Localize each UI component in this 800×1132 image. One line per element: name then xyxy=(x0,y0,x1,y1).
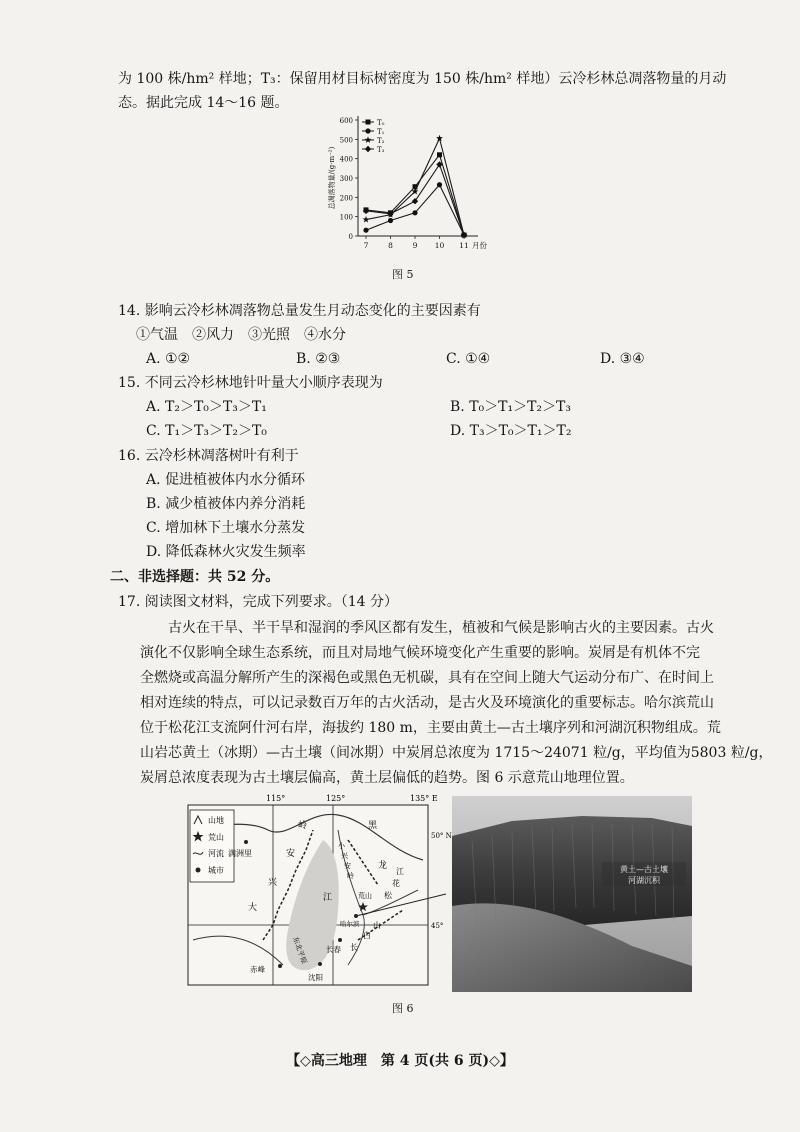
q14-stem: 14. 影响云冷杉林凋落物总量发生月动态变化的主要因素有 xyxy=(118,303,481,319)
x-tick-label: 7 xyxy=(363,241,369,250)
legend-label-0: T₀ xyxy=(377,119,385,127)
series-1-point xyxy=(388,218,393,223)
q17-line-5: 位于松花江支流阿什河右岸，海拔约 180 m，主要由黄土—古土壤序列和河湖沉积物组成。荒 xyxy=(140,720,721,736)
q16-option-b: B. 减少植被体内养分消耗 xyxy=(146,496,306,512)
q16-option-c: C. 增加林下土壤水分蒸发 xyxy=(146,520,306,536)
section-2-heading: 二、非选择题：共 52 分。 xyxy=(110,569,280,585)
city-manzhouli xyxy=(244,840,248,844)
x-tick-label: 9 xyxy=(412,241,418,250)
q15-stem: 15. 不同云冷杉林地针叶量大小顺序表现为 xyxy=(118,375,383,391)
label-an-1: 安 xyxy=(286,849,296,859)
y-tick-label: 300 xyxy=(339,175,353,183)
label-jiang-2: 江 xyxy=(396,867,404,876)
q14-option-a: A. ①② xyxy=(146,351,191,367)
city-chifeng xyxy=(278,964,282,968)
city-shenyang xyxy=(318,962,322,966)
series-3-point xyxy=(412,198,418,204)
label-an-2: 安 xyxy=(344,862,351,870)
lon-label-125: 125° xyxy=(326,794,346,803)
label-hei: 黑 xyxy=(368,821,378,831)
y-tick-label: 100 xyxy=(339,213,353,222)
lat-label-50: 50° N xyxy=(431,832,452,840)
legend-marker-2 xyxy=(365,136,372,143)
label-long: 龙 xyxy=(378,861,388,871)
label-chang: 长 xyxy=(350,943,358,952)
label-northeast-plain: 东北平原 xyxy=(291,935,309,965)
y-tick-label: 400 xyxy=(339,155,353,164)
series-1-point xyxy=(363,228,368,233)
huangshan-photo xyxy=(452,796,692,992)
q14-option-b: B. ②③ xyxy=(296,351,341,367)
q17-line-2: 演化不仅影响全球生态系统，而且对局地气候环境变化产生重要的影响。炭屑是有机体不完 xyxy=(140,645,700,661)
label-bai: 白 xyxy=(363,931,371,940)
q15-option-c: C. T₁＞T₃＞T₂＞T₀ xyxy=(146,423,267,439)
y-tick-label: 0 xyxy=(348,233,353,241)
series-line-0 xyxy=(366,155,464,235)
legend-huangshan: 荒山 xyxy=(208,833,224,842)
q14-factors: ①气温 ②风力 ③光照 ④水分 xyxy=(136,327,346,343)
y-axis-label: 总凋落物量/(g·m⁻²) xyxy=(328,146,336,210)
city-dot-icon xyxy=(196,868,201,873)
legend-mountain: 山地 xyxy=(208,816,224,825)
label-shan: 山 xyxy=(373,921,381,930)
legend-city: 城市 xyxy=(208,866,224,875)
label-ling-1: 岭 xyxy=(298,821,308,831)
q17-line-4: 相对连续的特点，可以记录数百万年的古火活动，是古火及环境演化的重要标志。哈尔滨荒山 xyxy=(140,695,714,711)
x-tick-label: 8 xyxy=(388,241,393,250)
q17-line-1: 古火在干旱、半干旱和湿润的季风区都有发生，植被和气候是影响古火的主要因素。古火 xyxy=(168,620,714,636)
city-label-harbin: 哈尔滨 xyxy=(340,920,360,928)
city-changchun xyxy=(338,938,342,942)
q14-option-c: C. ①④ xyxy=(446,351,491,367)
city-harbin xyxy=(354,914,358,918)
series-2-point xyxy=(363,216,370,223)
q17-stem: 17. 阅读图文材料，完成下列要求。（14 分） xyxy=(118,594,398,610)
figure-6-caption: 图 6 xyxy=(392,1002,414,1015)
x-tick-label: 10 xyxy=(434,241,445,250)
q16-stem: 16. 云冷杉林凋落树叶有利于 xyxy=(118,448,299,464)
label-xing-2: 兴 xyxy=(341,852,348,860)
label-hua: 花 xyxy=(392,879,400,888)
y-tick-label: 200 xyxy=(339,194,353,203)
legend-marker-3 xyxy=(365,146,371,152)
x-tick-label: 11 xyxy=(459,241,469,250)
q15-option-b: B. T₀＞T₁＞T₂＞T₃ xyxy=(450,399,571,415)
intro-line-2: 态。据此完成 14～16 题。 xyxy=(118,95,289,111)
y-tick-label: 500 xyxy=(339,136,353,145)
y-tick-label: 600 xyxy=(339,117,353,125)
figure-5-caption: 图 5 xyxy=(392,268,414,281)
page-footer: 【◇高三地理 第 4 页(共 6 页)◇】 xyxy=(286,1053,514,1069)
legend-marker-0 xyxy=(366,120,371,125)
photo-label-line-2: 河湖沉积 xyxy=(628,876,660,885)
q14-option-d: D. ③④ xyxy=(600,351,645,367)
q16-option-a: A. 促进植被体内水分循环 xyxy=(146,472,306,488)
q16-option-d: D. 降低森林火灾发生频率 xyxy=(146,544,306,560)
x-axis-label: 月份 xyxy=(472,241,487,250)
q17-line-6: 山岩芯黄土（冰期）—古土壤（间冰期）中炭屑总浓度为 1715～24071 粒/g，平均值为5803 粒/g， xyxy=(140,745,773,761)
intro-line-1: 为 100 株/hm² 样地；T₃：保留用材目标树密度为 150 株/hm² 样地）云冷杉林总凋落物量的月动 xyxy=(118,71,727,87)
legend-marker-1 xyxy=(365,128,370,133)
legend-label-1: T₁ xyxy=(377,128,385,136)
label-song: 松 xyxy=(384,891,392,900)
figure-5-chart xyxy=(300,110,510,260)
label-huangshan: 荒山 xyxy=(358,892,372,900)
city-label-manzhouli: 满洲里 xyxy=(228,849,252,858)
city-label-changchun: 长春 xyxy=(326,945,341,954)
photo-label-line-1: 黄土—古土壤 xyxy=(620,865,668,874)
q17-line-7: 炭屑总浓度表现为古土壤层偏高，黄土层偏低的趋势。图 6 示意荒山地理位置。 xyxy=(140,770,634,786)
q15-option-d: D. T₃＞T₀＞T₁＞T₂ xyxy=(450,423,572,439)
city-label-chifeng: 赤峰 xyxy=(250,965,265,974)
label-da: 大 xyxy=(248,903,258,913)
figure-6-map xyxy=(188,790,452,990)
series-1-point xyxy=(412,210,417,215)
label-xiao: 小 xyxy=(338,842,345,850)
series-1-point xyxy=(437,182,442,187)
lat-label-45: 45° xyxy=(431,922,444,930)
city-label-shenyang: 沈阳 xyxy=(308,973,323,982)
legend-label-2: T₂ xyxy=(377,137,385,145)
lon-label-115: 115° xyxy=(266,794,286,803)
lon-label-135: 135° E xyxy=(410,794,438,803)
legend-label-3: T₃ xyxy=(377,146,385,154)
q17-line-3: 全燃烧或高温分解所产生的深褐色或黑色无机碳，具有在空间上随大气运动分布广、在时间上 xyxy=(140,670,714,686)
label-jiang-1: 江 xyxy=(323,893,333,903)
label-xing-1: 兴 xyxy=(268,878,278,888)
legend-river: 河流 xyxy=(208,849,224,858)
label-ling-2: 岭 xyxy=(347,872,354,880)
q15-option-a: A. T₂＞T₀＞T₃＞T₁ xyxy=(146,399,267,415)
series-0-point xyxy=(437,152,442,157)
